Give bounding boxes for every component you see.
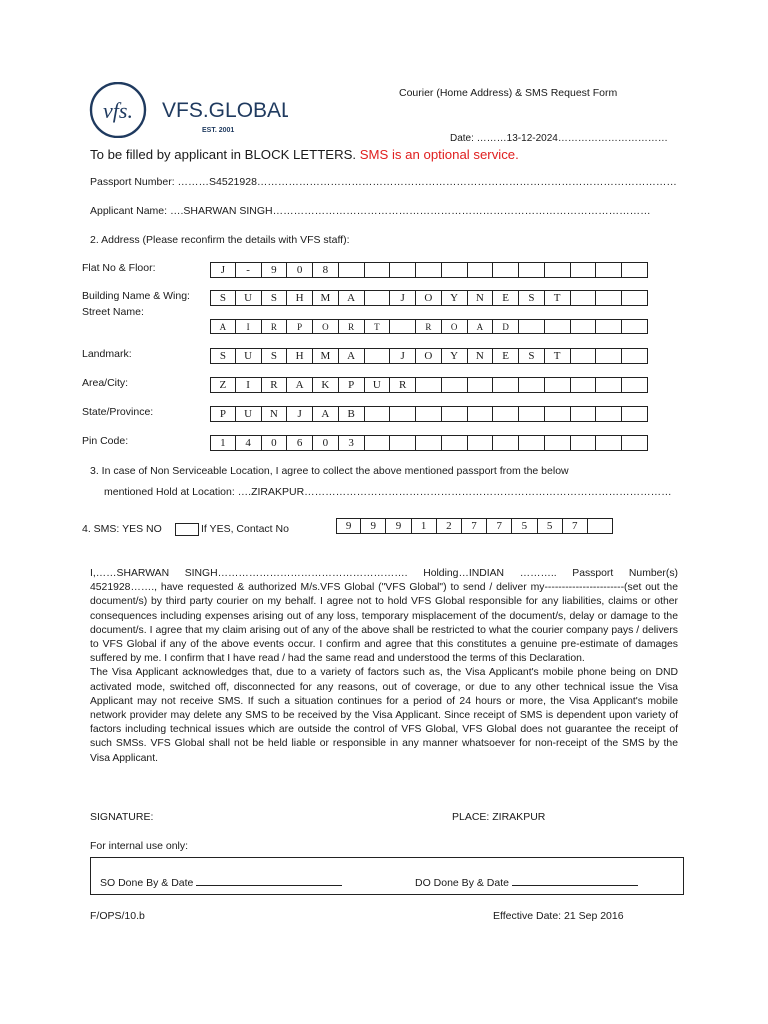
char-box [365,406,391,422]
char-box: K [313,377,339,393]
char-box [571,377,597,393]
char-box [390,435,416,451]
char-box [519,262,545,278]
char-box: J [210,262,236,278]
char-box: H [287,348,313,364]
char-box [390,262,416,278]
do-done-blank[interactable] [512,875,638,886]
state-label: State/Province: [82,406,154,418]
char-box: A [339,348,365,364]
logo-mark: vfs. [103,98,133,123]
date-line: Date: ………13-12-2024…………………………… [450,133,668,144]
char-box: P [287,319,313,334]
char-box: N [468,348,494,364]
char-box [622,406,648,422]
char-box [416,377,442,393]
landmark-boxes [210,348,648,364]
flat-boxes [210,262,648,278]
char-box [493,377,519,393]
char-box: E [493,290,519,306]
char-box: U [236,290,262,306]
char-box [571,435,597,451]
char-box: J [390,348,416,364]
char-box: 0 [262,435,288,451]
char-box: I [236,377,262,393]
char-box: P [210,406,236,422]
char-box [622,319,648,334]
char-box [545,435,571,451]
char-box [622,348,648,364]
sms-contact-label: If YES, Contact No [201,523,289,535]
char-box [519,406,545,422]
building-label: Building Name & Wing: [82,290,190,302]
char-box: 7 [487,518,512,534]
char-box: N [468,290,494,306]
char-box: O [416,290,442,306]
char-box [545,406,571,422]
char-box [571,406,597,422]
hold-location-line1: 3. In case of Non Serviceable Location, I agree to collect the above mentioned passport from the below [90,465,569,477]
char-box: Z [210,377,236,393]
char-box: O [442,319,468,334]
char-box [365,262,391,278]
sms-contact-boxes [336,518,613,534]
char-box [622,290,648,306]
char-box [468,435,494,451]
area-label: Area/City: [82,377,129,389]
char-box [493,406,519,422]
declaration-text [90,567,678,766]
char-box [339,262,365,278]
char-box [442,406,468,422]
char-box [468,377,494,393]
char-box: T [545,290,571,306]
char-box [622,435,648,451]
char-box: 5 [538,518,563,534]
char-box: 5 [512,518,537,534]
char-box: A [313,406,339,422]
street-boxes [210,319,648,335]
declaration-paragraph-1: I,……SHARWAN SINGH………………………………………………. Holding…INDIAN ……….. Passport Number(s) 4521928……., have requested & authorized M/s.VFS Global ("VFS Global") to send / deliver my-----------------------(set out the document/s) by third party courier on my behalf. I agree not to hold VFS Global responsible for any liabilities, claims or other consequences including expenses arising out of any loss, temporary misplacement of the document/s, delay or damage to the document/s. I agree that my claim arising out of any of the above shall be restricted to what the courier company pays / delivers to VFS Global if any of the above events occur. I confirm and agree that this constitutes a genuine pre-estimate of damages suffered by me. I confirm that I have read / had the same read and understood the terms of this Declaration. [90,568,678,665]
char-box: J [390,290,416,306]
char-box [519,377,545,393]
char-box [468,262,494,278]
signature-label: SIGNATURE: [90,811,154,823]
char-box: 1 [412,518,437,534]
block-letters-instruction [90,147,519,162]
char-box: B [339,406,365,422]
char-box: I [236,319,262,334]
char-box: R [262,377,288,393]
char-box [416,435,442,451]
char-box: N [262,406,288,422]
char-box: Y [442,348,468,364]
char-box [596,262,622,278]
char-box: E [493,348,519,364]
char-box: 9 [361,518,386,534]
char-box [365,435,391,451]
address-heading: 2. Address (Please reconfirm the details with VFS staff): [90,234,350,246]
char-box: 4 [236,435,262,451]
form-title: Courier (Home Address) & SMS Request Form [399,87,618,99]
instruction-optional: SMS is an optional service. [359,147,519,162]
char-box [442,435,468,451]
char-box [571,348,597,364]
do-done-field [415,875,638,889]
state-boxes [210,406,648,422]
form-code: F/OPS/10.b [90,910,145,922]
char-box: O [416,348,442,364]
vfs-global-logo [88,82,288,138]
char-box: 0 [313,435,339,451]
char-box [596,435,622,451]
char-box: U [236,406,262,422]
char-box: T [365,319,391,334]
logo-name: VFS.GLOBAL [162,99,288,122]
char-box [596,406,622,422]
char-box: R [262,319,288,334]
char-box: 0 [287,262,313,278]
applicant-name-line: Applicant Name: ….SHARWAN SINGH……………………………………………………………………………………………… [90,205,651,217]
instruction-main: To be filled by applicant in BLOCK LETTERS. [90,147,357,162]
char-box [442,377,468,393]
logo-est: EST. 2001 [202,127,235,134]
char-box [390,319,416,334]
char-box [390,406,416,422]
char-box [622,262,648,278]
char-box: S [210,290,236,306]
so-done-label: SO Done By & Date [100,877,194,889]
char-box [588,518,613,534]
char-box: A [210,319,236,334]
passport-number-line: Passport Number: ………S4521928………………………………………………………………………………………………………… [90,176,677,188]
char-box: 1 [210,435,236,451]
char-box [442,262,468,278]
char-box [468,406,494,422]
char-box [596,348,622,364]
effective-date: Effective Date: 21 Sep 2016 [493,910,624,922]
internal-use-label: For internal use only: [90,840,189,852]
flat-label: Flat No & Floor: [82,262,156,274]
char-box: S [262,290,288,306]
char-box: S [262,348,288,364]
char-box [519,319,545,334]
char-box: T [545,348,571,364]
char-box: 6 [287,435,313,451]
area-boxes [210,377,648,393]
char-box: A [339,290,365,306]
char-box: U [236,348,262,364]
char-box [596,377,622,393]
place-label: PLACE: ZIRAKPUR [452,811,546,823]
char-box [519,435,545,451]
char-box: J [287,406,313,422]
char-box: 7 [563,518,588,534]
char-box [545,262,571,278]
char-box [493,435,519,451]
char-box: M [313,348,339,364]
do-done-label: DO Done By & Date [415,877,509,889]
char-box: S [519,290,545,306]
char-box: R [390,377,416,393]
char-box: O [313,319,339,334]
char-box: 2 [437,518,462,534]
sms-yes-no-label: 4. SMS: YES NO [82,523,162,535]
sms-no-checkbox[interactable] [175,523,199,536]
char-box: 9 [336,518,361,534]
char-box [571,319,597,334]
char-box: 8 [313,262,339,278]
char-box [365,348,391,364]
char-box: A [287,377,313,393]
char-box: 7 [462,518,487,534]
char-box [493,262,519,278]
char-box [596,290,622,306]
char-box: S [519,348,545,364]
char-box: R [339,319,365,334]
char-box: R [416,319,442,334]
so-done-blank[interactable] [196,875,342,886]
char-box [571,290,597,306]
char-box: - [236,262,262,278]
char-box: S [210,348,236,364]
char-box: P [339,377,365,393]
street-label: Street Name: [82,306,144,318]
char-box: 3 [339,435,365,451]
char-box: Y [442,290,468,306]
char-box [571,262,597,278]
char-box: 9 [386,518,411,534]
building-boxes [210,290,648,306]
landmark-label: Landmark: [82,348,132,360]
char-box: 9 [262,262,288,278]
char-box [596,319,622,334]
char-box: D [493,319,519,334]
char-box: M [313,290,339,306]
char-box [622,377,648,393]
char-box: H [287,290,313,306]
char-box [416,406,442,422]
char-box [545,319,571,334]
pin-label: Pin Code: [82,435,129,447]
hold-location-line2: mentioned Hold at Location: ….ZIRAKPUR…………………………………………………………………………………………… [104,486,672,498]
char-box [416,262,442,278]
char-box [365,290,391,306]
char-box [545,377,571,393]
char-box: U [365,377,391,393]
pin-boxes [210,435,648,451]
declaration-paragraph-2: The Visa Applicant acknowledges that, due to a variety of factors such as, the Visa Applicant's mobile phone being on DND activated mode, switched off, disconnected for any reasons, out of coverage, or due to any other technical issue the Visa Applicant may not receive SMS. If such a situation continues for a period of 24 hours or more, the Visa Applicant's mobile network provider may delete any SMS to be received by the Visa Applicant. Since receipt of SMS is dependent upon variety of factors including technical issues which are outside the control of VFS Global, VFS Global does not guarantee the receipt of such SMSs. VFS Global shall not be held liable or responsible in any manner whatsoever for non-receipt of the SMS by the Visa Applicant. [90,667,678,764]
so-done-field [100,875,342,889]
char-box: A [468,319,494,334]
